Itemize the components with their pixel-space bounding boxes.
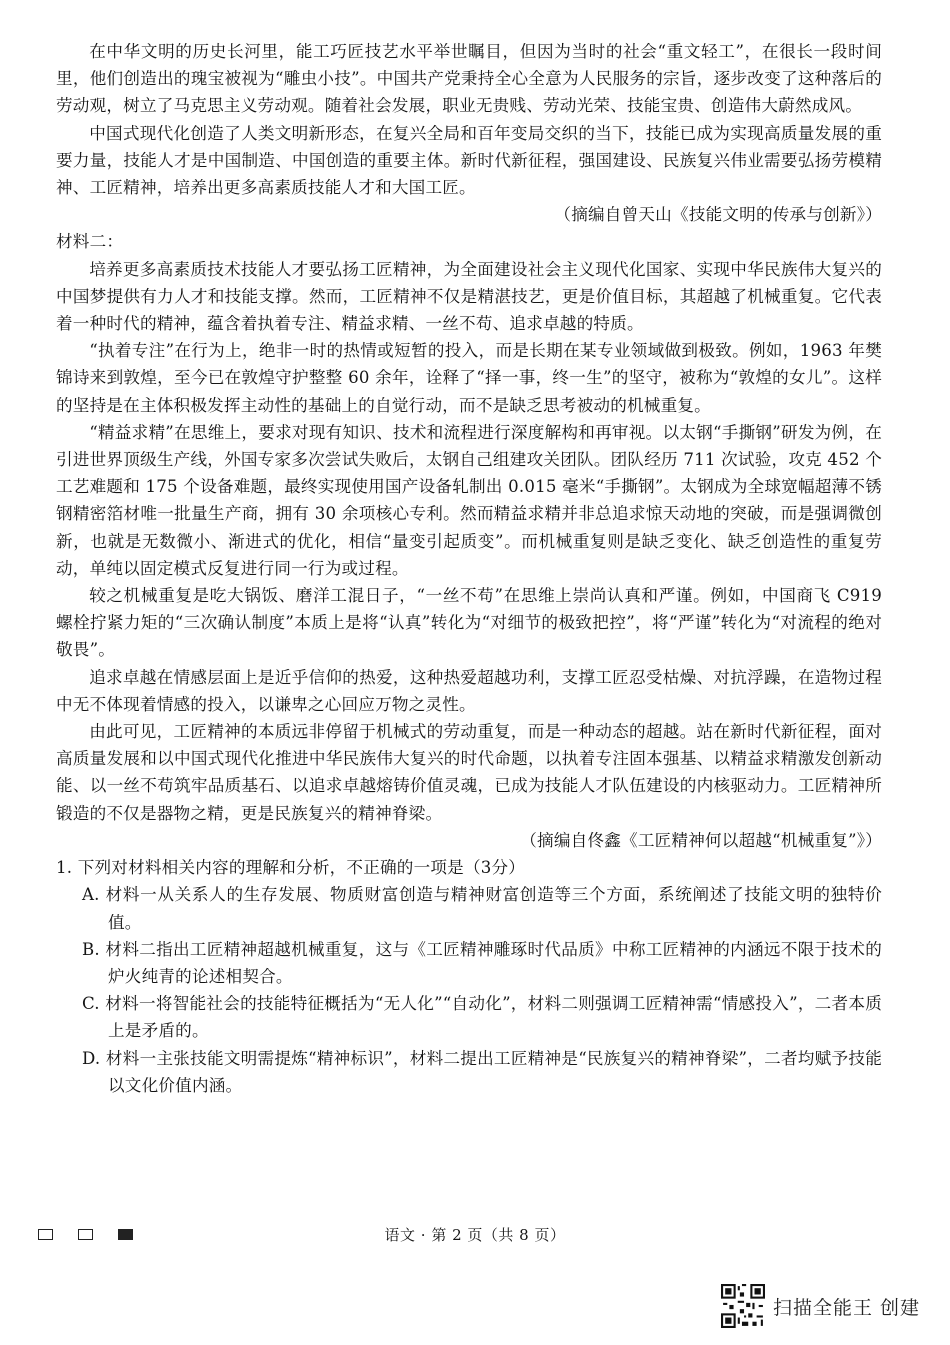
material2-source: （摘编自佟鑫《工匠精神何以超越“机械重复”》） bbox=[520, 830, 882, 850]
exam-page-content bbox=[56, 38, 882, 1099]
question-1-option-a: A. 材料一从关系人的生存发展、物质财富创造与精神财富创造等三个方面，系统阐述了技能文明的独特价值。 bbox=[82, 885, 882, 932]
material2-label: 材料二： bbox=[56, 232, 124, 252]
material1-paragraph-1: 在中华文明的历史长河里，能工巧匠技艺水平举世瞩目，但因为当时的社会“重文轻工”，在很长一段时间里，他们创造出的瑰宝被视为“雕虫小技”。中国共产党秉持全心全意为人民服务的宗旨，逐步改变了这种落后的劳动观，树立了马克思主义劳动观。随着社会发展，职业无贵贱、劳动光荣、技能宝贵、创造伟大蔚然成风。 bbox=[56, 42, 882, 116]
qr-code-icon bbox=[721, 1284, 765, 1328]
question-1-stem: 1. 下列对材料相关内容的理解和分析，不正确的一项是（3分） bbox=[56, 858, 526, 878]
question-1-option-c: C. 材料一将智能社会的技能特征概括为“无人化”“自动化”，材料二则强调工匠精神需“情感投入”，二者本质上是矛盾的。 bbox=[82, 994, 882, 1041]
question-1-option-b: B. 材料二指出工匠精神超越机械重复，这与《工匠精神雕琢时代品质》中称工匠精神的内涵远不限于技术的炉火纯青的论述相契合。 bbox=[82, 939, 882, 986]
material2-paragraph-4: 较之机械重复是吃大锅饭、磨洋工混日子，“一丝不苟”在思维上崇尚认真和严谨。例如，中国商飞 C919 螺栓拧紧力矩的“三次确认制度”本质上是将“认真”转化为“对细节的极致把控”，将“严谨”转化为“对流程的绝对敬畏”。 bbox=[56, 586, 882, 660]
material2-paragraph-5: 追求卓越在情感层面上是近乎信仰的热爱，这种热爱超越功利，支撑工匠忍受枯燥、对抗浮躁，在造物过程中无不体现着情感的投入，以谦卑之心回应万物之灵性。 bbox=[56, 667, 882, 714]
material2-paragraph-6: 由此可见，工匠精神的本质远非停留于机械式的劳动重复，而是一种动态的超越。站在新时代新征程，面对高质量发展和以中国式现代化推进中华民族伟大复兴的时代命题，以执着专注固本强基、以精益求精激发创新动能、以一丝不苟筑牢品质基石、以追求卓越熔铸价值灵魂，已成为技能人才队伍建设的内核驱动力。工匠精神所锻造的不仅是器物之精，更是民族复兴的精神脊梁。 bbox=[56, 722, 882, 823]
scanner-watermark bbox=[721, 1284, 920, 1328]
material1-source: （摘编自曾天山《技能文明的传承与创新》） bbox=[554, 205, 882, 225]
page-number: 语文 · 第 2 页（共 8 页） bbox=[384, 1226, 566, 1244]
scanner-watermark-text: 扫描全能王 创建 bbox=[772, 1296, 920, 1319]
question-1-option-d: D. 材料一主张技能文明需提炼“精神标识”，材料二提出工匠精神是“民族复兴的精神脊梁”，二者均赋予技能以文化价值内涵。 bbox=[82, 1048, 882, 1095]
material2-paragraph-2: “执着专注”在行为上，绝非一时的热情或短暂的投入，而是长期在某专业领域做到极致。例如，1963 年樊锦诗来到敦煌，至今已在敦煌守护整整 60 余年，诠释了“择一事，终一生”的坚守，被称为“敦煌的女儿”。这样的坚持是在主体积极发挥主动性的基础上的自觉行动，而不是缺乏思考被动的机械重复。 bbox=[56, 341, 882, 415]
material2-paragraph-1: 培养更多高素质技术技能人才要弘扬工匠精神，为全面建设社会主义现代化国家、实现中华民族伟大复兴的中国梦提供有力人才和技能支撑。然而，工匠精神不仅是精湛技艺，更是价值目标，其超越了机械重复。它代表着一种时代的精神，蕴含着执着专注、精益求精、一丝不苟、追求卓越的特质。 bbox=[56, 259, 882, 334]
material1-paragraph-2: 中国式现代化创造了人类文明新形态，在复兴全局和百年变局交织的当下，技能已成为实现高质量发展的重要力量，技能人才是中国制造、中国创造的重要主体。新时代新征程，强国建设、民族复兴伟业需要弘扬劳模精神、工匠精神，培养出更多高素质技能人才和大国工匠。 bbox=[56, 123, 882, 198]
page-footer bbox=[0, 1222, 950, 1250]
material2-paragraph-3: “精益求精”在思维上，要求对现有知识、技术和流程进行深度解构和再审视。以太钢“手撕钢”研发为例，在引进世界顶级生产线，外国专家多次尝试失败后，太钢自己组建攻关团队。团队经历 711 次试验，攻克 452 个工艺难题和 175 个设备难题，最终实现使用国产设备轧制出 0.015 毫米“手撕钢”。太钢成为全球宽幅超薄不锈钢精密箔材唯一批量生产商，拥有 30 余项核心专利。然而精益求精并非总追求惊天动地的突破，而是强调微创新，也就是无数微小、渐进式的优化，相信“量变引起质变”。而机械重复则是缺乏变化、缺乏创造性的重复劳动，单纯以固定模式反复进行同一行为或过程。 bbox=[56, 422, 882, 578]
